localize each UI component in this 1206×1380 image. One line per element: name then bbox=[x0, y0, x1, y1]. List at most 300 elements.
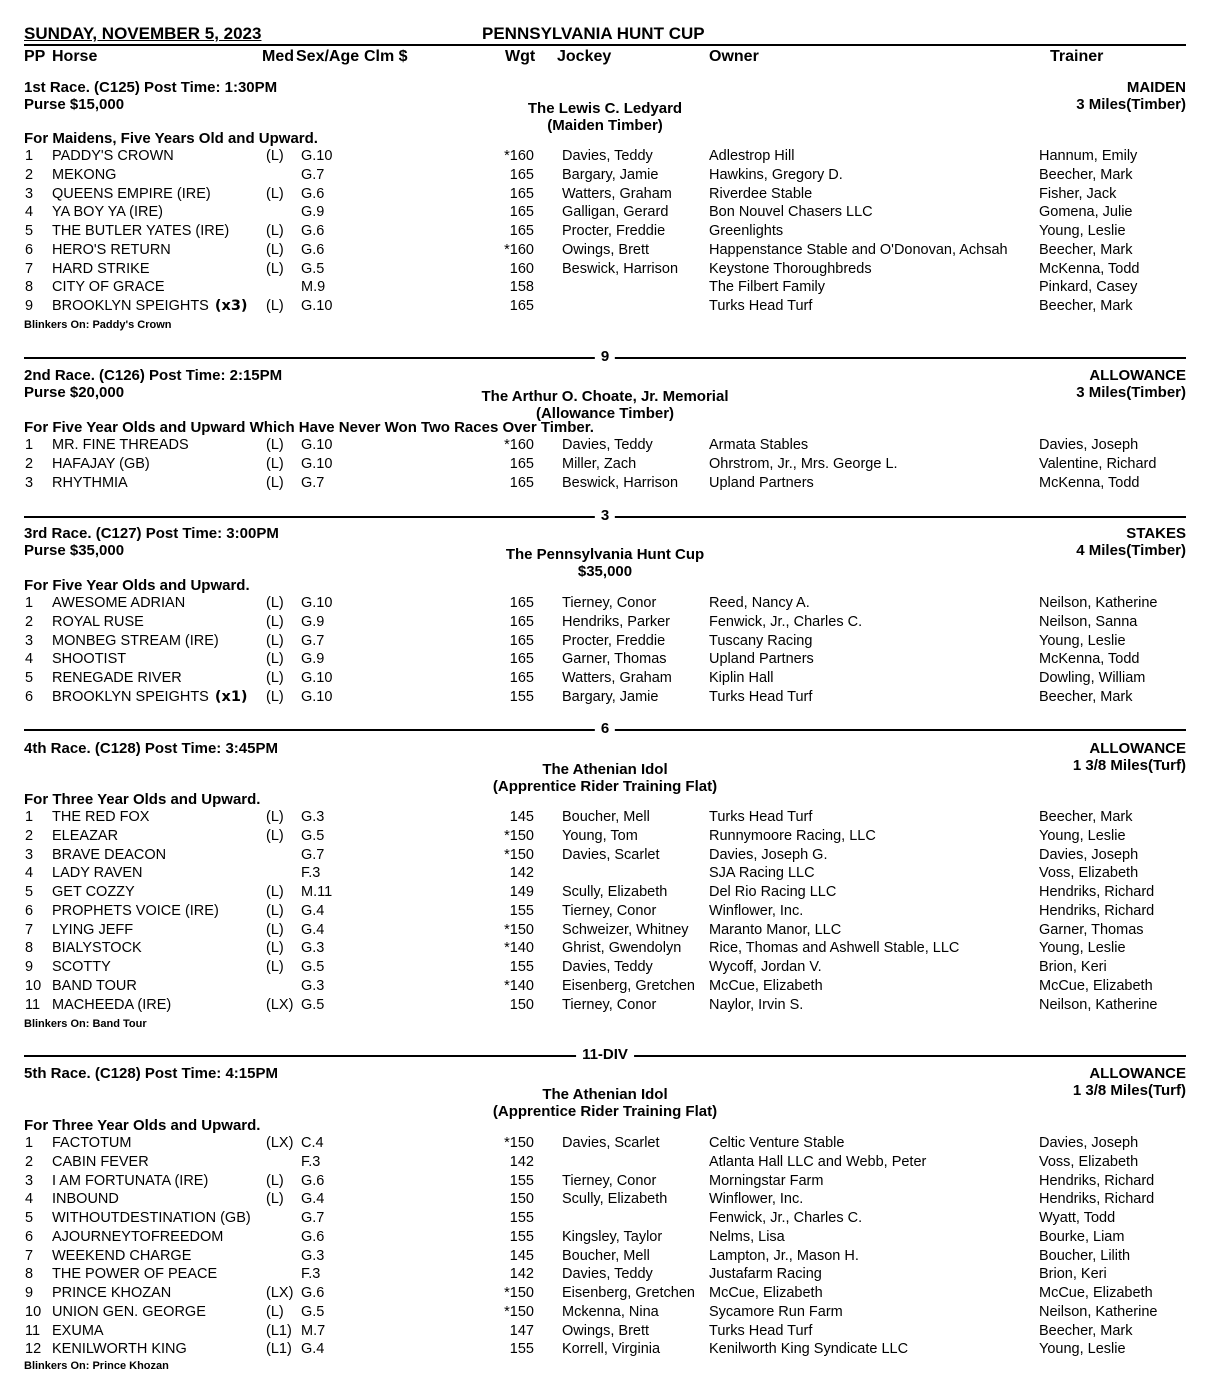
entry-jockey: Hendriks, Parker bbox=[562, 613, 670, 630]
entry-row bbox=[0, 613, 1206, 632]
entry-jockey: Tierney, Conor bbox=[562, 595, 657, 611]
race-type-label: ALLOWANCE bbox=[1089, 1065, 1186, 1082]
entry-weight: *140 bbox=[504, 940, 534, 957]
entry-owner: Kiplin Hall bbox=[709, 670, 774, 686]
entry-pp: 9 bbox=[25, 298, 34, 314]
entry-row bbox=[0, 827, 1206, 846]
entry-row bbox=[0, 455, 1206, 474]
entry-trainer: Hendriks, Richard bbox=[1039, 1191, 1155, 1208]
entry-trainer: Pinkard, Casey bbox=[1039, 279, 1138, 296]
entry-jockey: Davies, Teddy bbox=[562, 959, 653, 975]
horse-name: SCOTTY bbox=[52, 959, 111, 975]
race-purse: Purse $35,000 bbox=[24, 542, 125, 559]
race-header bbox=[24, 79, 277, 113]
entry-weight: *150 bbox=[504, 827, 534, 844]
entry-owner: Runnymoore Racing, LLC bbox=[709, 827, 876, 844]
field-size: 3 bbox=[595, 508, 615, 524]
entry-owner: Armata Stables bbox=[709, 437, 809, 453]
entry-sex-age: C.4 bbox=[301, 1135, 324, 1151]
entry-sex-age: G.7 bbox=[301, 166, 325, 183]
entry-sex-age: G.3 bbox=[301, 977, 325, 994]
entry-pp: 1 bbox=[25, 1135, 34, 1151]
entry-horse bbox=[52, 996, 171, 1015]
entry-pp: 10 bbox=[25, 977, 42, 994]
entry-pp: 8 bbox=[25, 940, 34, 957]
entry-row bbox=[0, 1303, 1206, 1322]
entry-jockey: Owings, Brett bbox=[562, 241, 650, 258]
entry-pp: 11 bbox=[25, 996, 41, 1013]
entry-med: (L) bbox=[266, 884, 284, 900]
entry-row bbox=[0, 1284, 1206, 1303]
entry-trainer: Bourke, Liam bbox=[1039, 1228, 1125, 1245]
horse-name: MACHEEDA (IRE) bbox=[52, 996, 172, 1013]
entry-sex-age: G.7 bbox=[301, 846, 325, 863]
entry-weight: *150 bbox=[504, 846, 534, 863]
entry-trainer: Voss, Elizabeth bbox=[1039, 1153, 1139, 1170]
horse-name: ROYAL RUSE bbox=[52, 613, 144, 630]
program-title: PENNSYLVANIA HUNT CUP bbox=[482, 24, 705, 43]
entry-sex-age: G.9 bbox=[301, 651, 325, 668]
entry-pp: 8 bbox=[25, 1266, 34, 1283]
entry-pp: 6 bbox=[25, 1228, 34, 1245]
entry-owner: Greenlights bbox=[709, 223, 784, 239]
entry-owner: Fenwick, Jr., Charles C. bbox=[709, 613, 863, 630]
col-sexage: Sex/Age bbox=[296, 48, 360, 65]
entry-sex-age: G.7 bbox=[301, 632, 325, 649]
entry-med: (L) bbox=[266, 1303, 284, 1320]
entry-med: (L) bbox=[266, 827, 284, 844]
horse-name: MEKONG bbox=[52, 166, 117, 183]
entry-horse bbox=[52, 939, 142, 958]
race-post-time: 3rd Race. (C127) Post Time: 3:00PM bbox=[24, 525, 279, 542]
entry-med: (L) bbox=[266, 148, 284, 164]
entry-pp: 3 bbox=[25, 474, 34, 491]
entry-pp: 2 bbox=[25, 455, 34, 472]
entry-weight: 142 bbox=[509, 1153, 534, 1170]
entry-jockey: Tierney, Conor bbox=[562, 1172, 657, 1189]
entry-trainer: McKenna, Todd bbox=[1039, 474, 1140, 491]
entry-sex-age: G.10 bbox=[301, 670, 333, 686]
entry-jockey: Boucher, Mell bbox=[562, 809, 650, 825]
entry-horse bbox=[52, 203, 163, 222]
entry-sex-age: G.10 bbox=[301, 437, 333, 453]
entry-pp: 3 bbox=[25, 632, 34, 649]
entry-row bbox=[0, 1153, 1206, 1172]
entry-sex-age: G.6 bbox=[301, 223, 325, 239]
race-name bbox=[405, 388, 805, 422]
horse-name: I AM FORTUNATA (IRE) bbox=[52, 1172, 209, 1189]
race-distance: 4 Miles(Timber) bbox=[1076, 542, 1186, 559]
entry-jockey: Ghrist, Gwendolyn bbox=[562, 940, 682, 957]
entry-med: (L) bbox=[266, 595, 284, 611]
race-header bbox=[24, 367, 282, 401]
entry-horse bbox=[52, 241, 171, 260]
entry-jockey: Procter, Freddie bbox=[562, 632, 666, 649]
race-post-time: 5th Race. (C128) Post Time: 4:15PM bbox=[24, 1065, 278, 1082]
horse-name: CABIN FEVER bbox=[52, 1153, 149, 1170]
race-purse: Purse $20,000 bbox=[24, 384, 125, 401]
entry-row bbox=[0, 241, 1206, 260]
col-pp: PP bbox=[24, 48, 46, 65]
entry-row bbox=[0, 650, 1206, 669]
horse-tag: (x3) bbox=[214, 298, 248, 314]
horse-name: BROOKLYN SPEIGHTS bbox=[52, 688, 209, 705]
entry-owner: Ohrstrom, Jr., Mrs. George L. bbox=[709, 455, 898, 472]
race-name-line2: (Maiden Timber) bbox=[547, 117, 663, 134]
entry-jockey: Young, Tom bbox=[562, 827, 638, 844]
race-name-line2: (Apprentice Rider Training Flat) bbox=[492, 778, 718, 795]
entry-trainer: Hendriks, Richard bbox=[1039, 1172, 1155, 1189]
entry-jockey: Mckenna, Nina bbox=[562, 1303, 659, 1320]
entry-jockey: Boucher, Mell bbox=[562, 1247, 650, 1264]
entry-row bbox=[0, 846, 1206, 865]
entry-med: (L) bbox=[266, 437, 284, 453]
entry-pp: 7 bbox=[25, 1247, 34, 1264]
race-type-label: STAKES bbox=[1126, 525, 1186, 542]
entry-weight: 149 bbox=[509, 884, 534, 900]
entry-jockey: Watters, Graham bbox=[562, 185, 672, 202]
entry-row bbox=[0, 1247, 1206, 1266]
horse-name: MONBEG STREAM (IRE) bbox=[52, 632, 219, 649]
entry-owner: Sycamore Run Farm bbox=[709, 1303, 843, 1320]
race-header bbox=[24, 525, 279, 559]
entry-weight: 145 bbox=[509, 1247, 534, 1264]
entry-trainer: Neilson, Katherine bbox=[1039, 595, 1158, 611]
entry-jockey: Bargary, Jamie bbox=[562, 166, 659, 183]
col-wgt: Wgt bbox=[505, 48, 536, 65]
entry-row bbox=[0, 297, 1206, 316]
entry-jockey: Davies, Scarlet bbox=[562, 846, 660, 863]
race-name bbox=[405, 546, 805, 580]
header-rule bbox=[24, 44, 1186, 46]
entry-trainer: Valentine, Richard bbox=[1039, 455, 1157, 472]
entry-weight: 150 bbox=[509, 996, 534, 1013]
entry-weight: 155 bbox=[509, 1210, 534, 1226]
horse-name: HAFAJAY (GB) bbox=[52, 455, 150, 472]
entry-jockey: Galligan, Gerard bbox=[562, 204, 669, 221]
race-post-time: 4th Race. (C128) Post Time: 3:45PM bbox=[24, 740, 278, 757]
entry-trainer: Neilson, Sanna bbox=[1039, 613, 1138, 630]
horse-name: BIALYSTOCK bbox=[52, 940, 142, 957]
entry-jockey: Scully, Elizabeth bbox=[562, 884, 668, 900]
horse-name: AWESOME ADRIAN bbox=[52, 595, 186, 611]
entry-owner: Naylor, Irvin S. bbox=[709, 996, 804, 1013]
entry-horse bbox=[52, 1209, 251, 1228]
entry-weight: *150 bbox=[504, 1303, 534, 1320]
entry-weight: 155 bbox=[509, 688, 534, 705]
entry-weight: 165 bbox=[509, 298, 534, 314]
race-conditions: For Maidens, Five Years Old and Upward. bbox=[24, 130, 318, 147]
entry-med: (L) bbox=[266, 260, 284, 277]
entry-owner: Nelms, Lisa bbox=[709, 1228, 785, 1245]
entry-sex-age: G.4 bbox=[301, 921, 325, 938]
entry-pp: 5 bbox=[25, 670, 34, 686]
entry-jockey: Watters, Graham bbox=[562, 670, 672, 686]
entry-horse bbox=[52, 594, 185, 613]
entry-horse bbox=[52, 1265, 217, 1284]
entry-row bbox=[0, 1322, 1206, 1341]
entry-horse bbox=[52, 1284, 171, 1303]
entry-owner: Tuscany Racing bbox=[709, 632, 813, 649]
horse-name: EXUMA bbox=[52, 1322, 104, 1339]
race-name-line1: The Athenian Idol bbox=[542, 761, 668, 778]
entry-row bbox=[0, 921, 1206, 940]
entry-pp: 4 bbox=[25, 204, 34, 221]
entry-sex-age: G.7 bbox=[301, 474, 325, 491]
entry-weight: 147 bbox=[509, 1322, 534, 1339]
entry-sex-age: M.9 bbox=[301, 279, 326, 296]
entry-owner: Morningstar Farm bbox=[709, 1172, 824, 1189]
horse-name: GET COZZY bbox=[52, 884, 135, 900]
race-separator bbox=[24, 721, 1186, 737]
entry-row bbox=[0, 1265, 1206, 1284]
entry-trainer: Davies, Joseph bbox=[1039, 437, 1139, 453]
entry-sex-age: F.3 bbox=[301, 865, 321, 882]
horse-name: AJOURNEYTOFREEDOM bbox=[52, 1228, 224, 1245]
entry-trainer: Brion, Keri bbox=[1039, 1266, 1107, 1283]
entry-horse bbox=[52, 1228, 223, 1247]
race-conditions: For Five Year Olds and Upward Which Have Never Won Two Races Over Timber. bbox=[24, 419, 594, 436]
entry-med: (L) bbox=[266, 1172, 284, 1189]
entry-weight: *150 bbox=[504, 1285, 534, 1301]
entry-horse bbox=[52, 632, 219, 651]
horse-name: INBOUND bbox=[52, 1191, 119, 1208]
entry-row bbox=[0, 260, 1206, 279]
entry-sex-age: G.6 bbox=[301, 185, 325, 202]
entry-pp: 9 bbox=[25, 1285, 34, 1301]
entry-med: (L) bbox=[266, 921, 284, 938]
entry-sex-age: G.3 bbox=[301, 940, 325, 957]
entry-weight: *150 bbox=[504, 921, 534, 938]
entry-trainer: Boucher, Lilith bbox=[1039, 1247, 1131, 1264]
entry-row bbox=[0, 996, 1206, 1015]
entry-horse bbox=[52, 1153, 149, 1172]
horse-name: THE RED FOX bbox=[52, 809, 150, 825]
entry-horse bbox=[52, 827, 118, 846]
entry-pp: 1 bbox=[25, 148, 34, 164]
horse-name: UNION GEN. GEORGE bbox=[52, 1303, 206, 1320]
blinkers-note: Blinkers On: Band Tour bbox=[24, 1018, 147, 1030]
horse-name: THE POWER OF PEACE bbox=[52, 1266, 218, 1283]
field-size: 9 bbox=[595, 349, 615, 365]
entry-weight: 165 bbox=[509, 166, 534, 183]
entry-med: (LX) bbox=[266, 1285, 294, 1301]
blinkers-note: Blinkers On: Paddy's Crown bbox=[24, 319, 172, 331]
entry-pp: 2 bbox=[25, 613, 34, 630]
race-conditions: For Three Year Olds and Upward. bbox=[24, 1117, 261, 1134]
entry-owner: Upland Partners bbox=[709, 651, 814, 668]
entry-trainer: Beecher, Mark bbox=[1039, 298, 1133, 314]
entry-weight: 165 bbox=[509, 223, 534, 239]
entry-horse bbox=[52, 222, 229, 241]
entry-sex-age: M.7 bbox=[301, 1322, 326, 1339]
race-header bbox=[24, 1065, 278, 1082]
entry-owner: Davies, Joseph G. bbox=[709, 846, 828, 863]
entry-horse bbox=[52, 436, 189, 455]
entry-row bbox=[0, 278, 1206, 297]
entry-horse bbox=[52, 1172, 208, 1191]
entry-sex-age: G.5 bbox=[301, 827, 325, 844]
horse-name: ELEAZAR bbox=[52, 827, 119, 844]
entry-pp: 10 bbox=[25, 1303, 42, 1320]
race-name-line2: (Allowance Timber) bbox=[535, 405, 675, 422]
race-separator bbox=[24, 349, 1186, 365]
entry-owner: SJA Racing LLC bbox=[709, 865, 815, 882]
entry-pp: 3 bbox=[25, 185, 34, 202]
entry-trainer: Hendriks, Richard bbox=[1039, 902, 1155, 919]
entry-pp: 3 bbox=[25, 846, 34, 863]
entry-sex-age: G.5 bbox=[301, 260, 325, 277]
col-clm: Clm $ bbox=[364, 48, 408, 65]
race-distance: 1 3/8 Miles(Turf) bbox=[1072, 757, 1186, 774]
entry-med: (L) bbox=[266, 1191, 284, 1208]
race-separator bbox=[24, 1047, 1186, 1063]
entry-owner: Justafarm Racing bbox=[709, 1266, 822, 1283]
entry-weight: 165 bbox=[509, 474, 534, 491]
race-conditions: For Five Year Olds and Upward. bbox=[24, 577, 250, 594]
entry-pp: 7 bbox=[25, 260, 34, 277]
race-post-time: 1st Race. (C125) Post Time: 1:30PM bbox=[24, 79, 278, 96]
entry-row bbox=[0, 1172, 1206, 1191]
entry-horse bbox=[52, 147, 174, 166]
entry-trainer: Young, Leslie bbox=[1039, 632, 1126, 649]
entry-pp: 8 bbox=[25, 279, 34, 296]
entry-horse bbox=[52, 1322, 104, 1341]
entry-weight: 145 bbox=[509, 809, 534, 825]
entry-row bbox=[0, 1209, 1206, 1228]
entry-med: (L) bbox=[266, 688, 284, 705]
horse-name: RENEGADE RIVER bbox=[52, 670, 182, 686]
entry-sex-age: G.3 bbox=[301, 1247, 325, 1264]
entry-owner: Rice, Thomas and Ashwell Stable, LLC bbox=[709, 940, 960, 957]
entry-pp: 2 bbox=[25, 827, 34, 844]
entry-pp: 5 bbox=[25, 884, 34, 900]
race-type-label: ALLOWANCE bbox=[1089, 740, 1186, 757]
entry-jockey: Davies, Teddy bbox=[562, 148, 653, 164]
entry-sex-age: G.10 bbox=[301, 595, 333, 611]
entry-weight: 165 bbox=[509, 185, 534, 202]
entry-row bbox=[0, 203, 1206, 222]
race-name-line1: The Arthur O. Choate, Jr. Memorial bbox=[481, 388, 729, 405]
entry-sex-age: G.9 bbox=[301, 613, 325, 630]
entry-horse bbox=[52, 958, 111, 977]
entry-med: (L) bbox=[266, 940, 284, 957]
entry-jockey: Eisenberg, Gretchen bbox=[562, 1285, 695, 1301]
entry-weight: *140 bbox=[504, 977, 534, 994]
race-name-line1: The Pennsylvania Hunt Cup bbox=[505, 546, 705, 563]
entry-weight: *160 bbox=[504, 437, 534, 453]
entry-sex-age: G.5 bbox=[301, 996, 325, 1013]
horse-name: LYING JEFF bbox=[52, 921, 134, 938]
entry-weight: 165 bbox=[509, 595, 534, 611]
race-distance: 3 Miles(Timber) bbox=[1076, 384, 1186, 401]
horse-name: RHYTHMIA bbox=[52, 474, 128, 491]
race-type bbox=[1073, 1065, 1186, 1099]
entry-jockey: Bargary, Jamie bbox=[562, 688, 659, 705]
entry-row bbox=[0, 474, 1206, 493]
entry-sex-age: M.11 bbox=[301, 884, 333, 900]
entry-row bbox=[0, 147, 1206, 166]
entry-sex-age: G.10 bbox=[301, 148, 333, 164]
entry-pp: 1 bbox=[25, 595, 34, 611]
entry-horse bbox=[52, 846, 166, 865]
race-type bbox=[1076, 525, 1186, 559]
entry-trainer: Wyatt, Todd bbox=[1039, 1210, 1116, 1226]
entry-med: (L) bbox=[266, 185, 284, 202]
entry-pp: 5 bbox=[25, 223, 34, 239]
entry-pp: 6 bbox=[25, 902, 34, 919]
entry-horse bbox=[52, 1303, 206, 1322]
entry-horse bbox=[52, 474, 128, 493]
entry-sex-age: G.10 bbox=[301, 298, 333, 314]
blinkers-note: Blinkers On: Prince Khozan bbox=[24, 1360, 169, 1372]
entry-owner: Adlestrop Hill bbox=[709, 148, 795, 164]
horse-name: HERO'S RETURN bbox=[52, 241, 171, 258]
race-type bbox=[1076, 367, 1186, 401]
entry-jockey: Davies, Teddy bbox=[562, 1266, 653, 1283]
entry-trainer: Beecher, Mark bbox=[1039, 1322, 1133, 1339]
entry-pp: 7 bbox=[25, 921, 34, 938]
horse-name: BROOKLYN SPEIGHTS bbox=[52, 298, 209, 314]
entry-med: (L1) bbox=[266, 1341, 292, 1358]
race-type-label: ALLOWANCE bbox=[1089, 367, 1186, 384]
entry-owner: Happenstance Stable and O'Donovan, Achsah bbox=[709, 241, 1008, 258]
entry-row bbox=[0, 632, 1206, 651]
field-size: 11-DIV bbox=[576, 1047, 634, 1063]
horse-name: QUEENS EMPIRE (IRE) bbox=[52, 185, 211, 202]
race-distance: 3 Miles(Timber) bbox=[1076, 96, 1186, 113]
race-name-line1: The Lewis C. Ledyard bbox=[527, 100, 683, 117]
entry-sex-age: G.4 bbox=[301, 1191, 325, 1208]
entry-owner: Wycoff, Jordan V. bbox=[709, 959, 822, 975]
horse-name: WITHOUTDESTINATION (GB) bbox=[52, 1210, 251, 1226]
entry-jockey: Davies, Scarlet bbox=[562, 1135, 660, 1151]
entry-weight: 142 bbox=[509, 865, 534, 882]
entry-med: (L) bbox=[266, 223, 284, 239]
entry-jockey: Tierney, Conor bbox=[562, 902, 657, 919]
entry-med: (L) bbox=[266, 455, 284, 472]
entry-row bbox=[0, 669, 1206, 688]
race-purse: Purse $15,000 bbox=[24, 96, 125, 113]
entry-weight: 155 bbox=[509, 1172, 534, 1189]
entry-owner: Bon Nouvel Chasers LLC bbox=[709, 204, 873, 221]
entry-owner: Kenilworth King Syndicate LLC bbox=[709, 1341, 909, 1358]
entry-trainer: Young, Leslie bbox=[1039, 940, 1126, 957]
entry-row bbox=[0, 864, 1206, 883]
race-name bbox=[405, 100, 805, 134]
entry-horse bbox=[52, 808, 149, 827]
race-name bbox=[405, 1086, 805, 1120]
entry-horse bbox=[52, 902, 219, 921]
entry-horse bbox=[52, 260, 150, 279]
entry-row bbox=[0, 1134, 1206, 1153]
entry-weight: 165 bbox=[509, 670, 534, 686]
entry-owner: Fenwick, Jr., Charles C. bbox=[709, 1210, 863, 1226]
entry-trainer: McKenna, Todd bbox=[1039, 260, 1140, 277]
entry-owner: Upland Partners bbox=[709, 474, 814, 491]
entry-med: (L) bbox=[266, 809, 284, 825]
race-separator bbox=[24, 508, 1186, 524]
entry-weight: 165 bbox=[509, 204, 534, 221]
entry-pp: 9 bbox=[25, 959, 34, 975]
race-post-time: 2nd Race. (C126) Post Time: 2:15PM bbox=[24, 367, 283, 384]
race-name-line2: $35,000 bbox=[577, 563, 633, 580]
entry-trainer: Davies, Joseph bbox=[1039, 846, 1139, 863]
entry-jockey: Beswick, Harrison bbox=[562, 474, 679, 491]
entry-med: (LX) bbox=[266, 996, 294, 1013]
entry-owner: Celtic Venture Stable bbox=[709, 1135, 845, 1151]
entry-weight: 160 bbox=[509, 260, 534, 277]
